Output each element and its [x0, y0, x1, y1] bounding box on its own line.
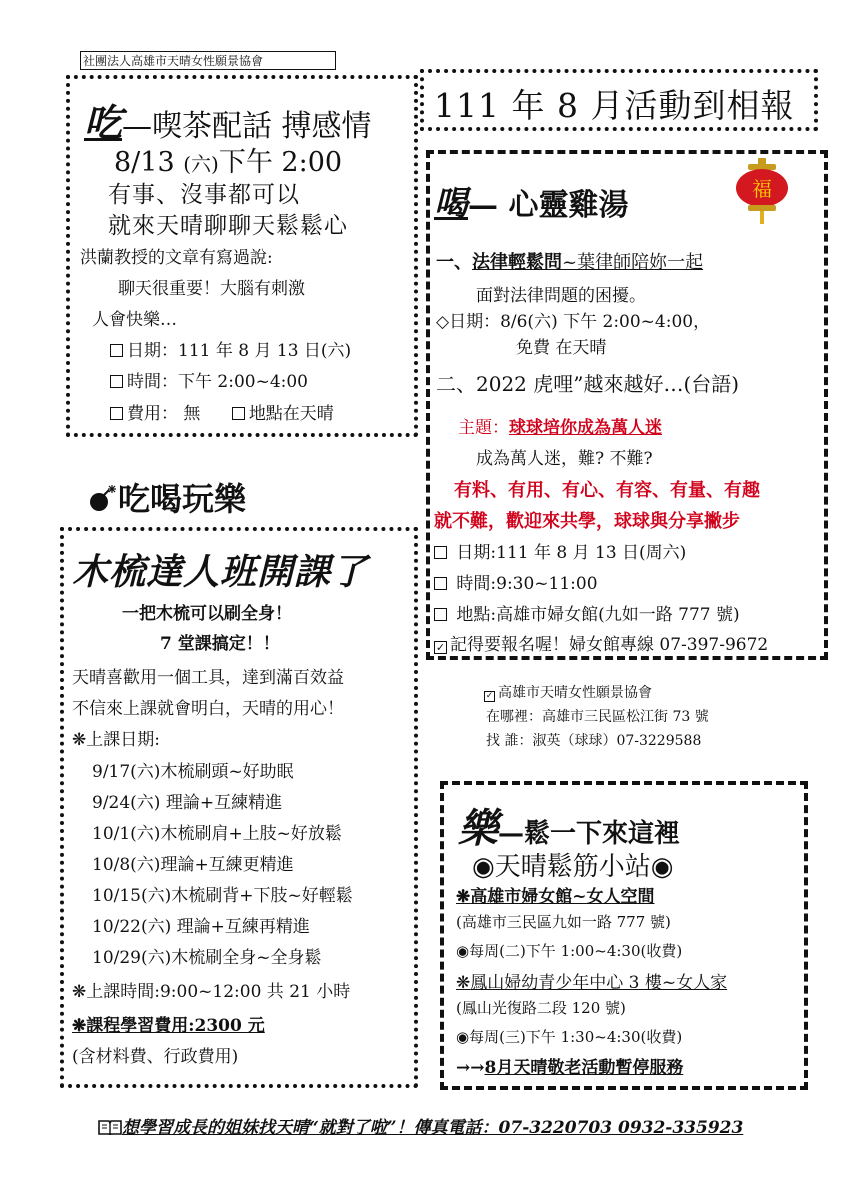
eat-heading [84, 92, 372, 147]
eat-head-char: 吃 [84, 100, 123, 145]
checkbox-icon [434, 577, 447, 590]
drink-s2-title: 二、2022 虎哩”越來越好…(台語) [436, 372, 740, 396]
fu-lantern-icon [734, 158, 790, 224]
comb-dates-label: ❋上課日期: [72, 730, 160, 750]
checkbox-icon [110, 344, 123, 357]
drink-s2-topic: 主題：球球培你成為萬人迷 [458, 418, 662, 438]
flower-icon: ❋ [72, 730, 87, 750]
drink-head-char: 喝 [434, 184, 468, 224]
relax-notice: →→8月天晴敬老活動暫停服務 [456, 1058, 684, 1078]
comb-fee: ❋課程學習費用:2300 元 [72, 1016, 265, 1036]
drink-s1-title: 一、法律輕鬆問~葉律師陪妳一起 [436, 252, 704, 273]
eat-date [114, 140, 342, 179]
diamond-icon: ◇ [436, 312, 450, 332]
eat-info-time: 時間：下午 2:00~4:00 [110, 367, 308, 392]
comb-sub1: 一把木梳可以刷全身！ [122, 604, 292, 624]
comb-session-item: 10/15(六)木梳刷背+下肢~好輕鬆 [92, 886, 353, 906]
page-title: 111 年 8 月活動到相報 [434, 86, 795, 125]
comb-session-item: 9/17(六)木梳刷頭~好助眠 [92, 762, 294, 782]
drink-s1-l2: 面對法律問題的困擾。 [476, 286, 646, 306]
footer: 想學習成長的姐妹找天晴“就對了啦”！傳真電話：07-3220703 0932-335923 [98, 1113, 743, 1138]
drink-s2-date: 日期:111 年 8 月 13 日(周六) [434, 538, 686, 563]
checkbox-icon [110, 407, 123, 420]
checkbox-icon [434, 608, 447, 621]
arrow-icon: →→ [456, 1058, 485, 1078]
relax-loc1-addr: (高雄市三民區九如一路 777 號) [456, 913, 671, 931]
drink-s2-red1: 有料、有用、有心、有容、有量、有趣 [454, 480, 760, 501]
drink-s2-time: 時間:9:30~11:00 [434, 569, 598, 594]
bomb-icon [88, 483, 118, 513]
eat-info-fee: 費用： 無 地點在天晴 [110, 399, 334, 424]
target-icon: ◉ [456, 1028, 470, 1046]
flower-icon: ❋ [456, 973, 471, 993]
eat-line1: 有事、沒事都可以 [108, 182, 300, 208]
comb-session-item: 10/22(六) 理論+互練再精進 [92, 917, 310, 937]
relax-station: ◉天晴鬆筋小站◉ [472, 852, 674, 882]
org-info-addr: 在哪裡：高雄市三民區松江街 73 號 [486, 709, 709, 725]
comb-fee-note: (含材料費、行政費用) [72, 1047, 239, 1067]
drink-heading [434, 176, 628, 225]
comb-p2: 不信來上課就會明白，天晴的用心！ [72, 699, 344, 719]
comb-hours: ❋上課時間:9:00~12:00 共 21 小時 [72, 982, 351, 1002]
relax-loc2-addr: (鳳山光復路二段 120 號) [456, 999, 626, 1017]
comb-session-item: 10/8(六)理論+互練更精進 [92, 855, 294, 875]
org-tag: 社團法人高雄市天晴女性願景協會 [80, 51, 336, 70]
org-info-name: ✓ 高雄市天晴女性願景協會 [485, 685, 652, 701]
comb-session-item: 9/24(六) 理論+互練精進 [92, 793, 283, 813]
book-icon [98, 1119, 122, 1135]
drink-head-rest: — 心靈雞湯 [468, 188, 629, 223]
eat-date-value: 8/13 [114, 147, 175, 178]
comb-session-item: 10/1(六)木梳刷肩+上肢~好放鬆 [92, 824, 342, 844]
eat-date-time: 下午 2:00 [218, 147, 343, 178]
checkbox-icon [232, 407, 245, 420]
relax-loc1-time: ◉每周(二)下午 1:00~4:30(收費) [456, 942, 683, 960]
svg-text:福: 福 [752, 177, 772, 201]
org-info-contact: 找 誰：淑英（球球）07-3229588 [486, 733, 702, 749]
checked-box-icon: ✓ [435, 641, 446, 654]
drink-s2-place: 地點:高雄市婦女館(九如一路 777 號) [434, 600, 740, 625]
flower-icon: ❋ [72, 1016, 87, 1036]
drink-s1-l4: 免費 在天晴 [516, 338, 607, 358]
drink-s2-red2: 就不難，歡迎來共學，球球與分享撇步 [434, 511, 740, 532]
eat-head-rest: —喫茶配話 搏感情 [122, 109, 372, 144]
eat-info-place: 地點在天晴 [248, 404, 334, 424]
comb-p1: 天晴喜歡用一個工具，達到滿百效益 [72, 668, 344, 688]
comb-sub2: 7 堂課搞定！！ [160, 634, 280, 654]
drink-s1-l3: ◇日期：8/6(六) 下午 2:00~4:00， [436, 312, 711, 332]
checkbox-icon [434, 546, 447, 559]
comb-session-item: 10/29(六)木梳刷全身~全身鬆 [92, 948, 322, 968]
target-icon: ◉ [650, 852, 674, 882]
eat-quote3: 人會快樂… [92, 310, 177, 330]
flower-icon: ❋ [72, 982, 87, 1002]
eat-quote2: 聊天很重要！大腦有刺激 [118, 279, 305, 299]
relax-head-char: 樂 [458, 805, 498, 852]
flower-icon: ❋ [456, 887, 471, 907]
drink-s2-reg: ✓ 記得要報名喔！婦女館專線 07-397-9672 [435, 635, 769, 655]
relax-loc1-name: ❋高雄市婦女館~女人空間 [456, 887, 655, 907]
slogan: 吃喝玩樂 [88, 474, 246, 520]
relax-loc2-name: ❋鳳山婦幼青少年中心 3 樓~女人家 [456, 973, 728, 993]
checked-box-icon: ✓ [485, 691, 494, 701]
drink-s2-l1: 成為萬人迷，難? 不難? [476, 449, 653, 469]
target-icon: ◉ [472, 852, 495, 882]
eat-info-date: 日期：111 年 8 月 13 日(六) [110, 336, 351, 361]
comb-title: 木梳達人班開課了 [72, 551, 369, 593]
checkbox-icon [110, 375, 123, 388]
relax-loc2-time: ◉每周(三)下午 1:30~4:30(收費) [456, 1028, 683, 1046]
eat-date-day: (六) [183, 152, 219, 176]
eat-line2: 就來天晴聊聊天鬆鬆心 [108, 213, 348, 239]
target-icon: ◉ [456, 942, 470, 960]
eat-quote1: 洪蘭教授的文章有寫過說: [80, 248, 273, 268]
relax-head-rest: —鬆一下來這裡 [498, 819, 681, 849]
